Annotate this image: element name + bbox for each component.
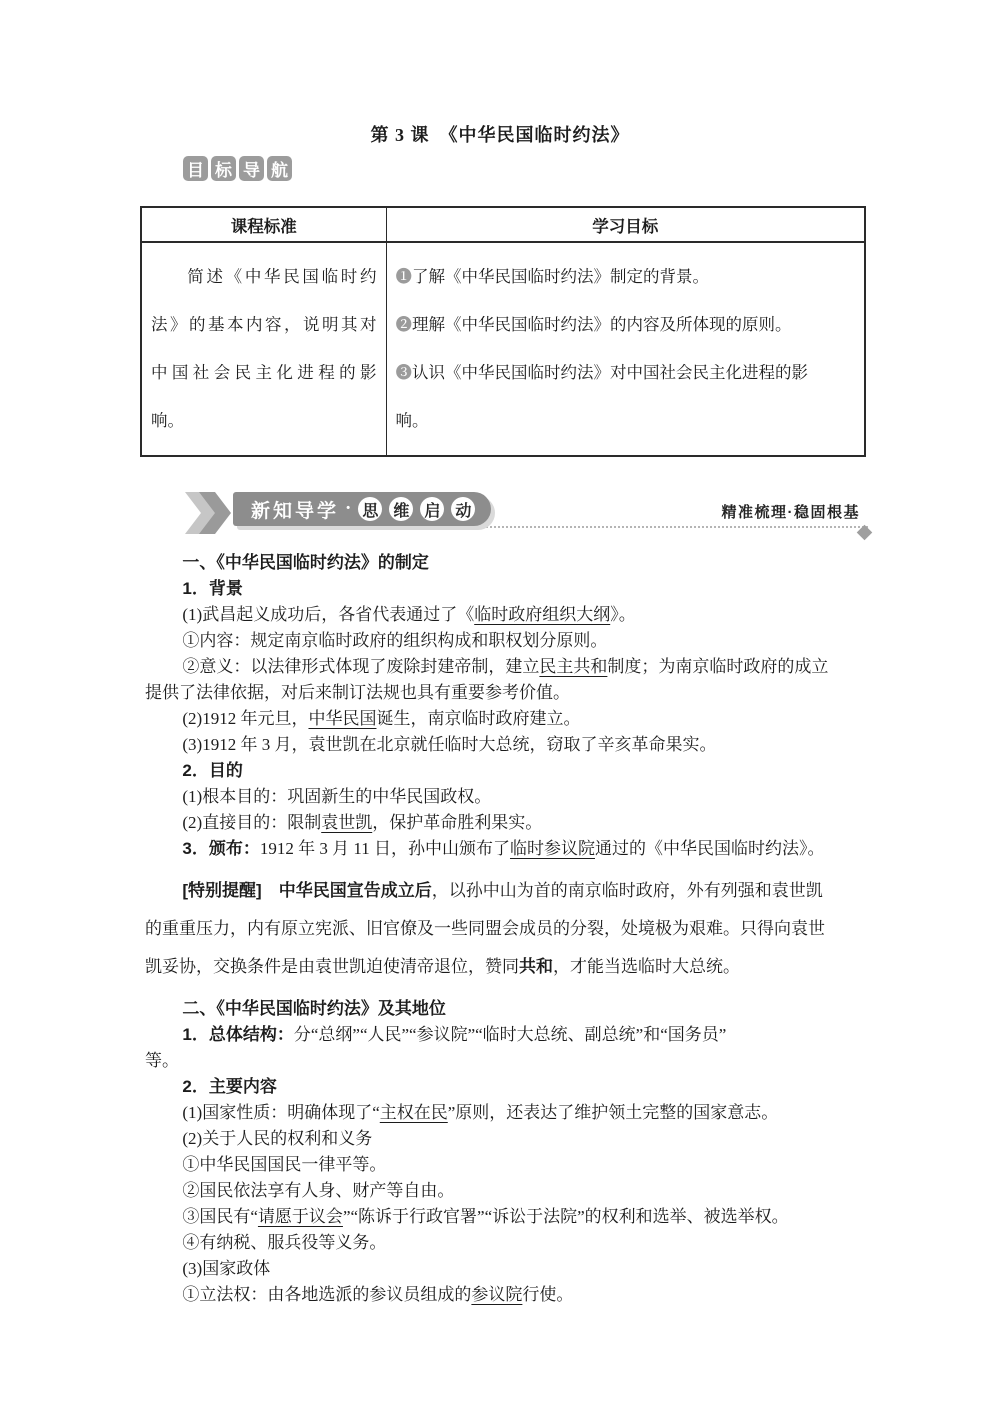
text-segment: ，以孙中山为首的南京临时政府，外有列强和袁世凯	[431, 881, 823, 900]
text-line	[145, 872, 867, 910]
text-line	[145, 1152, 867, 1178]
banner-circled-char: 动	[451, 497, 475, 521]
banner-circled-char: 思	[358, 497, 382, 521]
text-line	[396, 349, 856, 397]
course-standard-cell	[141, 242, 386, 456]
text-line	[145, 576, 867, 602]
text-segment: 通过的《中华民国临时约法》。	[594, 839, 825, 858]
badge-char: 标	[211, 156, 236, 181]
text-line	[151, 253, 377, 301]
text-segment: 1912 年 3 月 11 日，孙中山颁布了	[259, 839, 510, 858]
column-header-course-standard: 课程标准	[141, 207, 386, 242]
text-segment: ❶	[395, 267, 412, 286]
text-line	[145, 680, 867, 706]
text-segment: ①立法权：由各地选派的参议员组成的	[182, 1285, 472, 1304]
text-segment: (2)直接目的：限制	[182, 813, 322, 832]
text-segment: 认识《中华民国临时约法》对中国社会民主化进程的影	[412, 363, 808, 382]
text-segment	[262, 881, 279, 900]
text-segment: ，才能当选临时大总统。	[553, 957, 740, 976]
text-line	[145, 1074, 867, 1100]
text-segment: 响。	[395, 411, 429, 430]
text-line	[145, 784, 867, 810]
text-line	[145, 910, 867, 948]
text-segment: 2．主要内容	[182, 1077, 277, 1096]
text-segment: [特别提醒]	[182, 881, 262, 900]
underlined-term: 请愿于议会	[257, 1207, 343, 1226]
text-line	[396, 253, 856, 301]
text-line	[145, 836, 867, 862]
body-text	[145, 550, 867, 1308]
text-segment: ③国民有“	[182, 1207, 258, 1226]
badge-char: 航	[267, 156, 292, 181]
table-header-row	[141, 207, 865, 242]
text-segment: 等。	[145, 1051, 179, 1070]
text-line	[145, 810, 867, 836]
text-line	[396, 301, 856, 349]
text-segment: 行使。	[522, 1285, 574, 1304]
text-line	[151, 397, 377, 445]
text-line	[145, 1282, 867, 1308]
text-segment: 提供了法律依据，对后来制订法规也具有重要参考价值。	[145, 683, 570, 702]
text-line	[396, 397, 856, 445]
text-segment: 1．背景	[182, 579, 243, 598]
underlined-term: 参议院	[471, 1285, 523, 1304]
text-segment: 2．目的	[182, 761, 243, 780]
text-line	[145, 1126, 867, 1152]
text-line	[145, 1048, 867, 1074]
text-segment: (3)1912 年 3 月，袁世凯在北京就任临时大总统，窃取了辛亥革命果实。	[182, 735, 717, 754]
objectives-table	[140, 206, 866, 457]
underlined-term: 主权在民	[379, 1103, 448, 1122]
text-segment: 的重重压力，内有原立宪派、旧官僚及一些同盟会成员的分裂，处境极为艰难。只得向袁世	[145, 919, 825, 938]
text-segment: ②意义：以法律形式体现了废除封建帝制，建立	[182, 657, 540, 676]
text-segment: 凯妥协，交换条件是由袁世凯迫使清帝退位，赞同	[145, 957, 519, 976]
text-segment: ”原则，还表达了维护领土完整的国家意志。	[447, 1103, 779, 1122]
chevrons-icon	[183, 490, 235, 536]
text-segment: 》。	[610, 605, 636, 624]
text-segment: 中国社会民主化进程的影	[151, 363, 377, 382]
underlined-term: 袁世凯	[321, 813, 373, 832]
text-segment: 诞生，南京临时政府建立。	[376, 709, 581, 728]
banner-subtitle: 精准梳理·稳固根基	[721, 504, 860, 521]
banner-circled-char: 启	[420, 497, 444, 521]
page-title: 第 3 课 《中华民国临时约法》	[370, 125, 630, 145]
text-segment: ②国民依法享有人身、财产等自由。	[182, 1181, 455, 1200]
section-banner	[145, 487, 868, 539]
text-segment: (1)根本目的：巩固新生的中华民国政权。	[182, 787, 492, 806]
text-segment: (1)武昌起义成功后，各省代表通过了《	[182, 605, 475, 624]
underlined-term: 中华民国	[308, 709, 377, 728]
text-line	[145, 948, 867, 986]
underlined-term: 民主共和	[539, 657, 608, 676]
text-segment: 制度；为南京临时政府的成立	[607, 657, 829, 676]
text-segment: 法》的基本内容，说明其对	[151, 315, 377, 334]
text-line	[145, 758, 867, 784]
text-segment: (1)国家性质：明确体现了“	[182, 1103, 380, 1122]
text-segment: ，保护革命胜利果实。	[372, 813, 543, 832]
text-line	[145, 1100, 867, 1126]
text-line	[145, 1204, 867, 1230]
text-segment: (2)1912 年元旦，	[182, 709, 309, 728]
text-segment: 了解《中华民国临时约法》制定的背景。	[412, 267, 709, 286]
text-segment: 3．颁布：	[182, 839, 260, 858]
text-segment: ❷	[395, 315, 412, 334]
text-segment: 理解《中华民国临时约法》的内容及所体现的原则。	[412, 315, 792, 334]
text-segment: 共和	[519, 957, 553, 976]
text-segment: (2)关于人民的权利和义务	[182, 1129, 373, 1148]
text-segment: 二、《中华民国临时约法》及其地位	[182, 999, 446, 1018]
text-line	[145, 550, 867, 576]
text-segment: ①内容：规定南京临时政府的组织构成和职权划分原则。	[182, 631, 608, 650]
text-line	[145, 628, 867, 654]
text-line	[145, 732, 867, 758]
text-line	[151, 301, 377, 349]
dotted-rule	[445, 526, 868, 528]
badge-char: 导	[239, 156, 264, 181]
text-line	[145, 1230, 867, 1256]
banner-title: 新知导学	[251, 500, 340, 522]
text-segment: 分“总纲”“人民”“参议院”“临时大总统、副总统”和“国务员”	[293, 1025, 727, 1044]
table-row	[141, 242, 865, 456]
text-segment: 1．总体结构：	[182, 1025, 294, 1044]
text-segment: 简述《中华民国临时约	[187, 267, 377, 286]
text-segment: ”“陈诉于行政官署”“诉讼于法院”的权利和选举、被选举权。	[342, 1207, 789, 1226]
learning-goals-cell	[386, 242, 865, 456]
text-segment: ❸	[395, 363, 412, 382]
banner-circled-char: 维	[389, 497, 413, 521]
text-segment: ④有纳税、服兵役等义务。	[182, 1233, 387, 1252]
text-line	[151, 349, 377, 397]
goal-nav-badge	[183, 156, 1000, 181]
text-segment: 中华民国宣告成立后	[278, 881, 432, 900]
text-line	[145, 996, 867, 1022]
text-line	[145, 1256, 867, 1282]
banner-separator-dot: ·	[345, 498, 352, 519]
text-line	[145, 1022, 867, 1048]
text-segment: (3)国家政体	[182, 1259, 271, 1278]
text-line	[145, 1178, 867, 1204]
text-line	[145, 706, 867, 732]
text-line	[145, 654, 867, 680]
text-line	[145, 602, 867, 628]
banner-bar	[233, 492, 491, 526]
badge-char: 目	[183, 156, 208, 181]
column-header-learning-goals: 学习目标	[386, 207, 865, 242]
underlined-term: 临时参议院	[509, 839, 595, 858]
text-segment: ①中华民国国民一律平等。	[182, 1155, 387, 1174]
text-segment: 一、《中华民国临时约法》的制定	[182, 553, 429, 572]
text-segment: 响。	[151, 411, 184, 430]
underlined-term: 临时政府组织大纲	[474, 605, 611, 624]
